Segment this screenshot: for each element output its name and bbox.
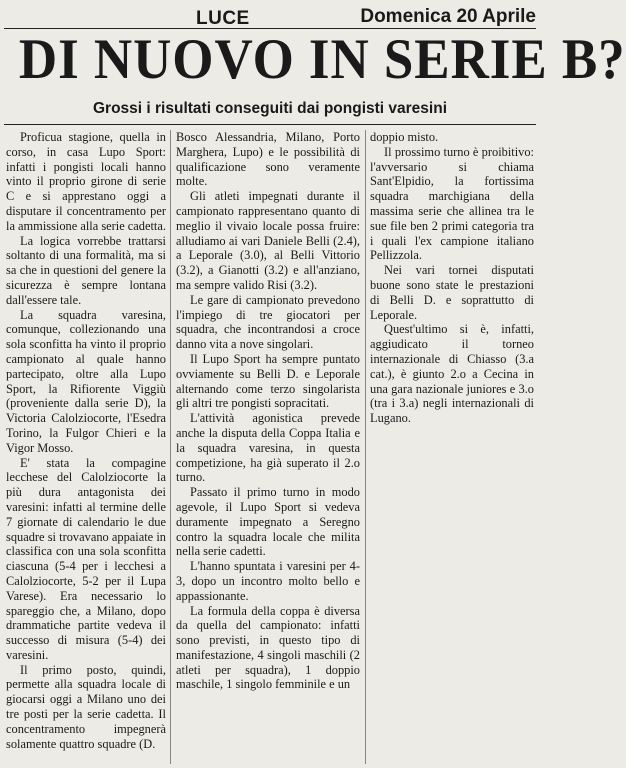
article-paragraph: Nei vari tornei disputati buone sono state le prestazioni di Belli D. e soprattutto di Leporale. bbox=[370, 263, 534, 322]
subheadline: Grossi i risultati conseguiti dai pongisti varesini bbox=[93, 100, 447, 117]
headline: DI NUOVO IN SERIE B? bbox=[18, 28, 626, 91]
article-paragraph: Passato il primo turno in modo agevole, il Lupo Sport si vedeva duramente impegnato a Seregno contro la squadra locale che milita nella serie cadetti. bbox=[176, 485, 360, 559]
article-paragraph: Il Lupo Sport ha sempre puntato ovviamente su Belli D. e Leporale alternando come terzo singolarista gli altri tre pongisti sopracitati. bbox=[176, 351, 360, 411]
article-paragraph: La logica vorrebbe trattarsi soltanto di una formalità, ma si sa che in questioni del genere la sicurezza è sempre lontana dall'essere tale. bbox=[6, 233, 166, 307]
article-paragraph: Gli atleti impegnati durante il campionato rappresentano quanto di meglio il vivaio locale possa fruire: alludiamo ai vari Daniele Belli (2.4), a Leporale (3.0), al Belli Vittorio (3.2), a Gianotti (3.2) e all'anziano, ma sempre valido Risi (3.2). bbox=[176, 189, 360, 292]
article-paragraph: La formula della coppa è diversa da quella del campionato: infatti sono previsti, in questo tipo di manifestazione, 4 singoli maschili (2 atleti per squadra), 1 doppio maschile, 1 singolo femminile e un bbox=[176, 603, 360, 692]
article-paragraph: E' stata la compagine lecchese del Calolziocorte la più dura antagonista dei varesini: infatti al termine delle 7 giornate di calendario le due squadre si trovavano appaiate in classifica con una sola sconfitta ciascuna (5-4 per i lecchesi a Calolziocorte, 5-2 per il Lupa Varese). Era necessario lo spareggio che, a Milano, dopo drammatiche partite vedeva il successo di misura (5-4) dei varesini. bbox=[6, 455, 166, 662]
article-column-1 bbox=[6, 130, 166, 762]
article-paragraph: Proficua stagione, quella in corso, in casa Lupo Sport: infatti i pongisti locali hanno vinto il proprio girone di serie C e si apprestano oggi a disputare il concentramento per la ammissione alla serie cadetta. bbox=[6, 130, 166, 233]
article-paragraph: L'attività agonistica prevede anche la disputa della Coppa Italia e la squadra varesina, in questa competizione, ha già superato il 2.o turno. bbox=[176, 411, 360, 485]
article-paragraph: La squadra varesina, comunque, collezionando una sola sconfitta ha vinto il proprio campionato al quale hanno partecipato, oltre alla Lupo Sport, la Rifiorente Viggiù (proveniente dalla serie D), la Victoria Calolziocorte, l'Esedra Torino, la Fulgor Chieri e la Vigor Mosso. bbox=[6, 307, 166, 455]
article-paragraph: Quest'ultimo si è, infatti, aggiudicato il torneo internazionale di Chiasso (3.a cat.), è giunto 2.o a Cecina in una gara nazionale juniores e 3.o (tra i 3.a) negli internazionali di Lugano. bbox=[370, 322, 534, 426]
column-divider bbox=[365, 130, 366, 764]
article-paragraph: Il primo posto, quindi, permette alla squadra locale di giocarsi oggi a Milano uno dei tre posti per la serie cadetta. Il concentramento impegnerà solamente quattro squadre (D. bbox=[6, 662, 166, 751]
section-name: LUCE bbox=[196, 8, 250, 29]
article-paragraph: Il prossimo turno è proibitivo: l'avversario si chiama Sant'Elpidio, la fortissima squadra marchigiana della massima serie che allinea tra le sue file ben 2 primi categoria tra i quali l'ex campione italiano Pellizzola. bbox=[370, 144, 534, 263]
masthead-line bbox=[0, 4, 540, 30]
column-divider bbox=[170, 130, 171, 764]
article-paragraph: Le gare di campionato prevedono l'impiego di tre giocatori per squadra, che incontrandosi a croce danno vita a nove singolari. bbox=[176, 292, 360, 352]
article-paragraph: L'hanno spuntata i varesini per 4-3, dopo un incontro molto bello e appassionante. bbox=[176, 559, 360, 603]
subhead-rule bbox=[4, 124, 536, 125]
publication-date: Domenica 20 Aprile bbox=[360, 6, 536, 27]
article-column-3 bbox=[370, 130, 534, 762]
article-paragraph: Bosco Alessandria, Milano, Porto Marghera, Lupo) e le possibilità di qualificazione sono veramente molte. bbox=[176, 130, 360, 189]
article-column-2 bbox=[176, 130, 360, 762]
article-paragraph: doppio misto. bbox=[370, 130, 439, 144]
